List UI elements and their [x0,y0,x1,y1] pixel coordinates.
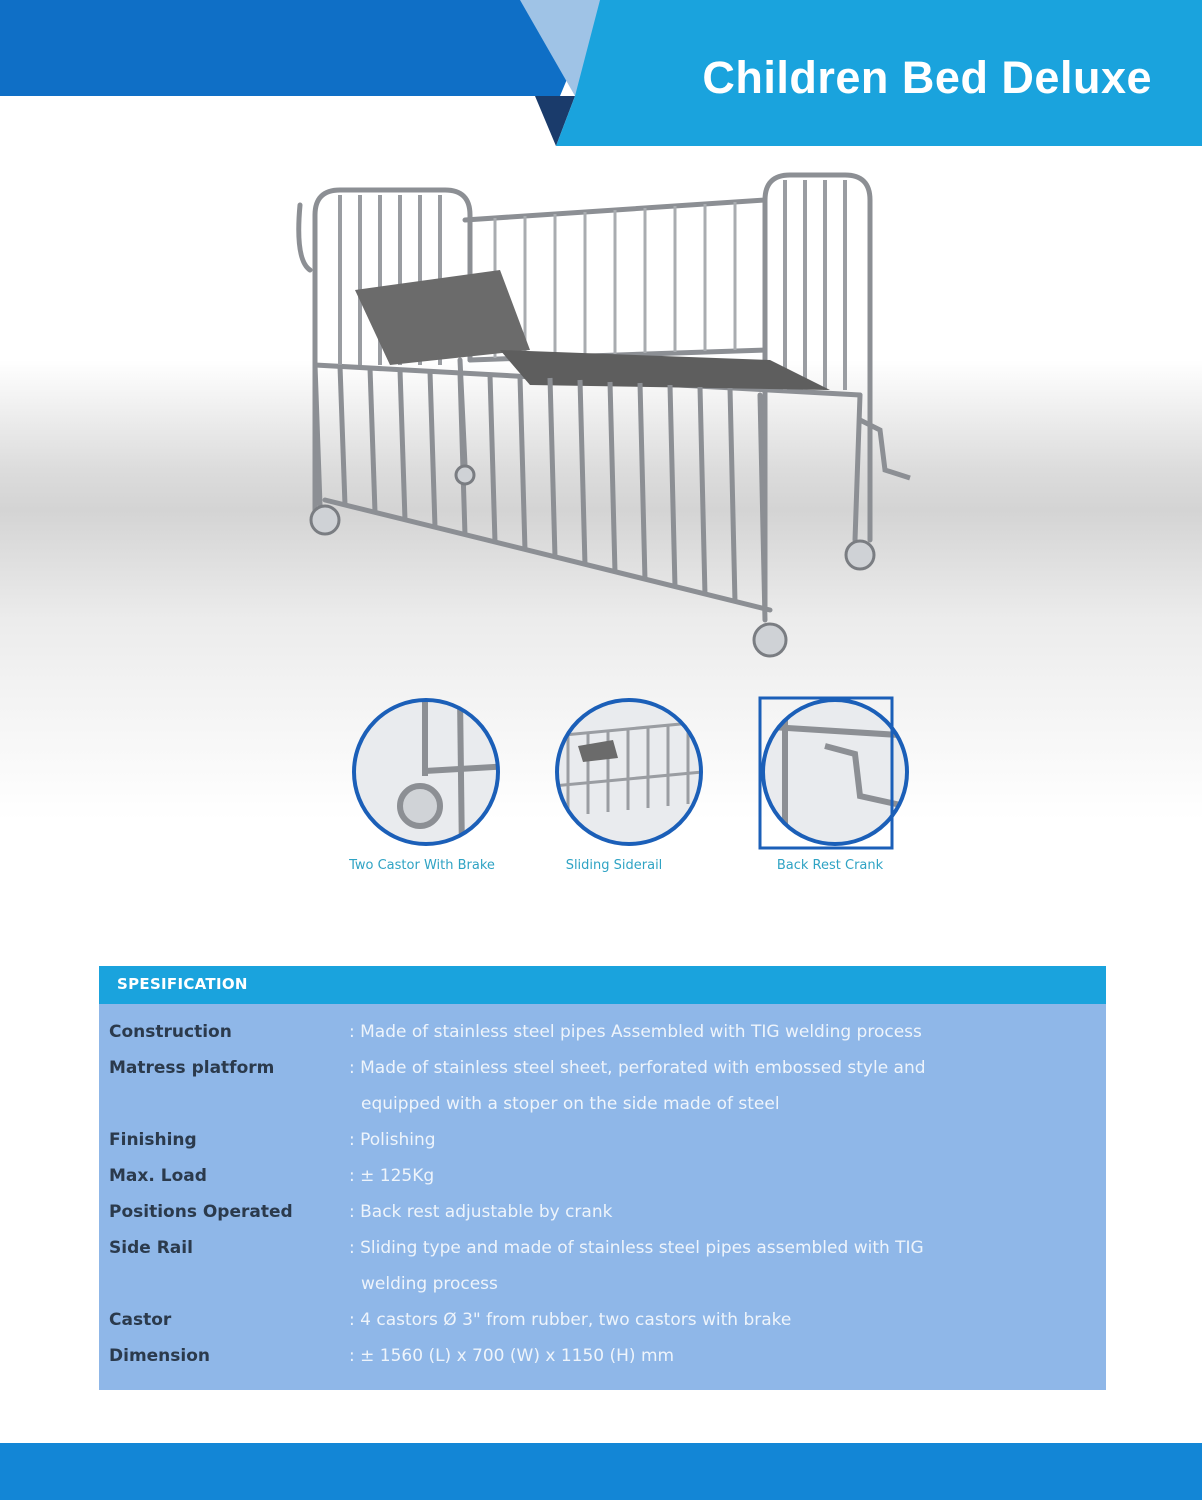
specification-table [99,966,1106,1390]
spec-row-construction [99,1014,1106,1050]
spec-value: equipped with a stoper on the side made of steel [361,1094,780,1114]
spec-value: : Made of stainless steel pipes Assembled with TIG welding process [349,1022,922,1042]
spec-row-castor [99,1302,1106,1338]
spec-label: Finishing [109,1130,197,1150]
specification-heading: SPESIFICATION [99,966,1106,1004]
spec-row-dimension [99,1338,1106,1374]
spec-value: : Back rest adjustable by crank [349,1202,613,1222]
detail-crank-image [755,696,915,856]
spec-label: Castor [109,1310,172,1330]
page-title: Children Bed Deluxe [702,52,1152,103]
detail-castor-caption: Two Castor With Brake [349,858,495,873]
detail-castor-image [350,696,510,856]
spec-label: Side Rail [109,1238,193,1258]
spec-label: Dimension [109,1346,211,1366]
spec-row-positions-operated [99,1194,1106,1230]
detail-siderail-caption: Sliding Siderail [565,858,663,873]
page-footer-bar [0,1443,1202,1500]
spec-row-side-rail-cont [99,1266,1106,1302]
spec-label: Matress platform [109,1058,275,1078]
spec-row-finishing [99,1122,1106,1158]
spec-label: Construction [109,1022,232,1042]
detail-siderail-image [553,696,713,856]
spec-value: : Sliding type and made of stainless steel pipes assembled with TIG [349,1238,924,1258]
spec-value: : ± 1560 (L) x 700 (W) x 1150 (H) mm [349,1346,675,1366]
spec-row-side-rail [99,1230,1106,1266]
spec-value: : ± 125Kg [349,1166,435,1186]
spec-label: Max. Load [109,1166,207,1186]
spec-value: welding process [361,1274,498,1294]
detail-crank-caption: Back Rest Crank [776,858,884,873]
spec-value: : 4 castors Ø 3" from rubber, two castors with brake [349,1310,792,1330]
spec-row-matress-platform [99,1050,1106,1086]
page-header [0,0,1202,150]
spec-value: : Polishing [349,1130,436,1150]
spec-value: : Made of stainless steel sheet, perforated with embossed style and [349,1058,926,1078]
product-image [270,160,930,680]
spec-row-matress-platform-cont [99,1086,1106,1122]
spec-row-max-load [99,1158,1106,1194]
spec-label: Positions Operated [109,1202,293,1222]
